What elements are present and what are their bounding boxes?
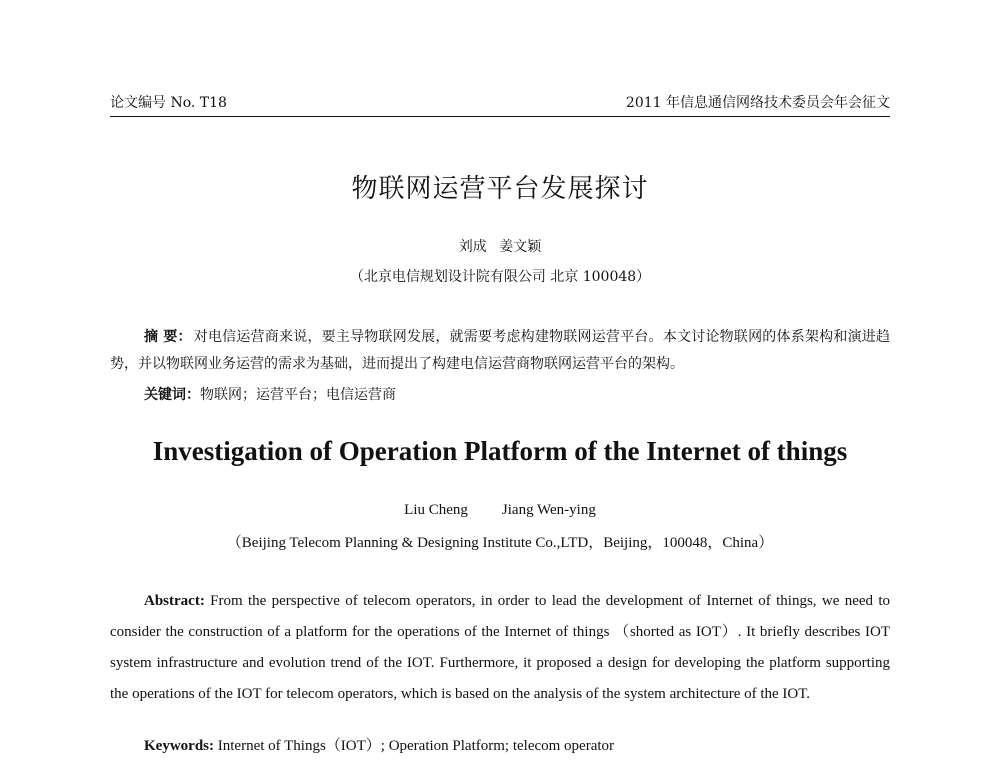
header-rule bbox=[110, 116, 890, 117]
english-keywords-label: Keywords: bbox=[144, 738, 214, 754]
english-keywords-text: Internet of Things（IOT）; Operation Platform; telecom operator bbox=[217, 738, 615, 754]
conference-name: 2011 年信息通信网络技术委员会年会征文 bbox=[625, 95, 890, 111]
english-author-2: Jiang Wen-ying bbox=[501, 502, 596, 518]
english-title: Investigation of Operation Platform of the Internet of things bbox=[152, 436, 848, 466]
running-header bbox=[110, 92, 890, 114]
chinese-title: 物联网运营平台发展探讨 bbox=[351, 174, 649, 204]
english-keywords bbox=[144, 734, 614, 755]
chinese-authors: 刘成 姜文颖 bbox=[458, 239, 542, 255]
english-abstract bbox=[110, 586, 890, 710]
english-author-1: Liu Cheng bbox=[404, 502, 468, 518]
english-abstract-label: Abstract: bbox=[144, 593, 205, 609]
chinese-keywords-text: 物联网；运营平台；电信运营商 bbox=[200, 387, 396, 403]
chinese-keywords-label: 关键词： bbox=[144, 387, 200, 403]
chinese-affiliation: （北京电信规划设计院有限公司 北京 100048） bbox=[349, 269, 651, 285]
english-authors bbox=[0, 502, 1000, 519]
chinese-abstract-label: 摘 要： bbox=[144, 329, 192, 345]
chinese-abstract bbox=[110, 324, 890, 378]
english-affiliation: （Beijing Telecom Planning & Designing Institute Co.,LTD，Beijing，100048，China） bbox=[226, 535, 774, 551]
chinese-abstract-text: 对电信运营商来说，要主导物联网发展，就需要考虑构建物联网运营平台。本文讨论物联网的体系架构和演进趋势，并以物联网业务运营的需求为基础，进而提出了构建电信运营商物联网运营平台的架构。 bbox=[110, 329, 891, 372]
chinese-keywords bbox=[144, 384, 396, 404]
paper-number: 论文编号 No. T18 bbox=[110, 95, 227, 111]
english-abstract-text: From the perspective of telecom operators, in order to lead the development of Internet of things, we need to consider the construction of a platform for the operations of the Internet of things （shorted as IOT）. It briefly describes IOT system infrastructure and evolution trend of the IOT. Furthermore, it proposed a design for developing the platform supporting the operations of the IOT for telecom operators, which is based on the analysis of the system architecture of the IOT. bbox=[110, 593, 891, 702]
